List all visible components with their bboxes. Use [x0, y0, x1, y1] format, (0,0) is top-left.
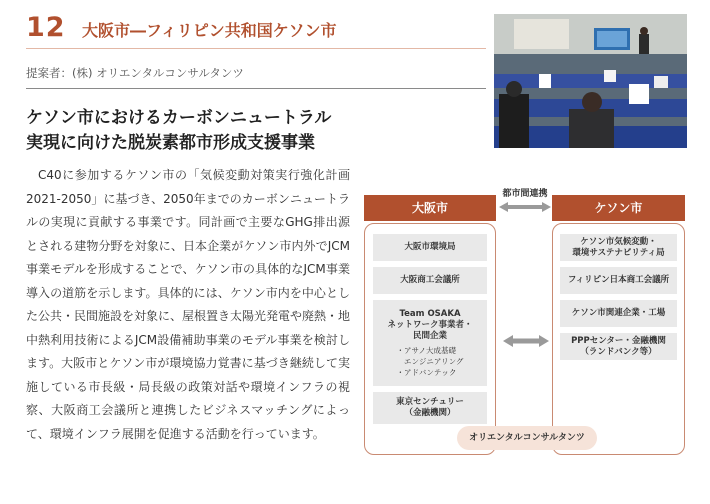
item-label: （ランドバンク等） — [580, 346, 657, 357]
team-osaka-members — [397, 345, 464, 378]
item-label: PPPセンター・金融機関 — [571, 335, 666, 346]
item-label: 環境サステナビリティ局 — [572, 247, 665, 258]
osaka-chamber-of-commerce — [373, 267, 487, 294]
item-label: フィリピン日本商工会議所 — [567, 275, 670, 285]
section-divider — [26, 88, 486, 89]
double-arrow-icon — [503, 335, 549, 347]
item-label: ケソン市気候変動・ — [580, 236, 657, 247]
member-item: エンジニアリング — [396, 356, 464, 366]
intercity-cooperation-label: 都市間連携 — [502, 189, 548, 199]
quezon-header: ケソン市 — [552, 195, 685, 221]
item-label: 大阪市環境局 — [404, 242, 456, 252]
item-label: （金融機関） — [404, 408, 456, 418]
team-osaka-box — [373, 300, 487, 386]
meeting-photo-image — [494, 14, 687, 148]
project-description: C40に参加するケソン市の「気候変動対策実行強化計画2021-2050」に基づき、2050年までのカーボンニュートラルの実現に貢献する事業です。同計画で主要なGHG排出源とされる建物分野を対象に、日本企業がケソン市内外でJCM事業モデルを形成することで、ケソン市の具体的なJCM事業導入の道筋を示します。具体的には、ケソン市内を中心とした公共・民間施設を対象に、屋根置き太陽光発電や廃熱・地中熱利用技術によるJCM設備補助事業のモデル事業を検討します。大阪市とケソン市が環境協力覚書に基づき継続して実施している市長級・局長級の政策対話や環境インフラの視察、大阪商工会議所と連携したビジネスマッチングによって、環境インフラ展開を促進する活動を行っています。 — [26, 168, 351, 441]
tokyo-century-box — [373, 392, 487, 424]
quezon-related-companies — [560, 300, 677, 327]
page-header — [26, 12, 486, 48]
japanese-chamber-philippines — [560, 267, 677, 294]
partnership-diagram — [362, 185, 690, 485]
double-arrow-icon — [499, 202, 551, 212]
meeting-photo — [494, 14, 687, 148]
header-divider — [26, 48, 486, 49]
consultant-badge: オリエンタルコンサルタンツ — [457, 426, 597, 450]
osaka-environment-bureau — [373, 234, 487, 261]
proposer-label: 提案者：(株) オリエンタルコンサルタンツ — [26, 66, 244, 80]
section-number: 12 — [26, 12, 66, 43]
osaka-header: 大阪市 — [364, 195, 496, 221]
item-label: ケソン市関連企業・工場 — [571, 308, 666, 318]
project-title-line-1: ケソン市におけるカーボンニュートラル — [26, 108, 332, 128]
quezon-column — [552, 223, 685, 455]
ppp-center-box — [560, 333, 677, 360]
item-label: ネットワーク事業者・ — [387, 319, 473, 330]
member-item: ・アドバンテック — [396, 367, 457, 377]
member-item: ・アサノ大成基礎 — [396, 345, 457, 355]
project-title-line-2: 実現に向けた脱炭素都市形成支援事業 — [26, 133, 315, 153]
project-title — [26, 106, 486, 156]
osaka-column — [364, 223, 496, 455]
quezon-climate-bureau — [560, 234, 677, 261]
item-label: 大阪商工会議所 — [400, 275, 460, 285]
item-label: 東京センチュリー — [396, 397, 464, 407]
city-pair-title: 大阪市―フィリピン共和国ケソン市 — [82, 21, 337, 40]
item-label: Team OSAKA — [399, 308, 461, 319]
item-label: 民間企業 — [412, 330, 447, 341]
